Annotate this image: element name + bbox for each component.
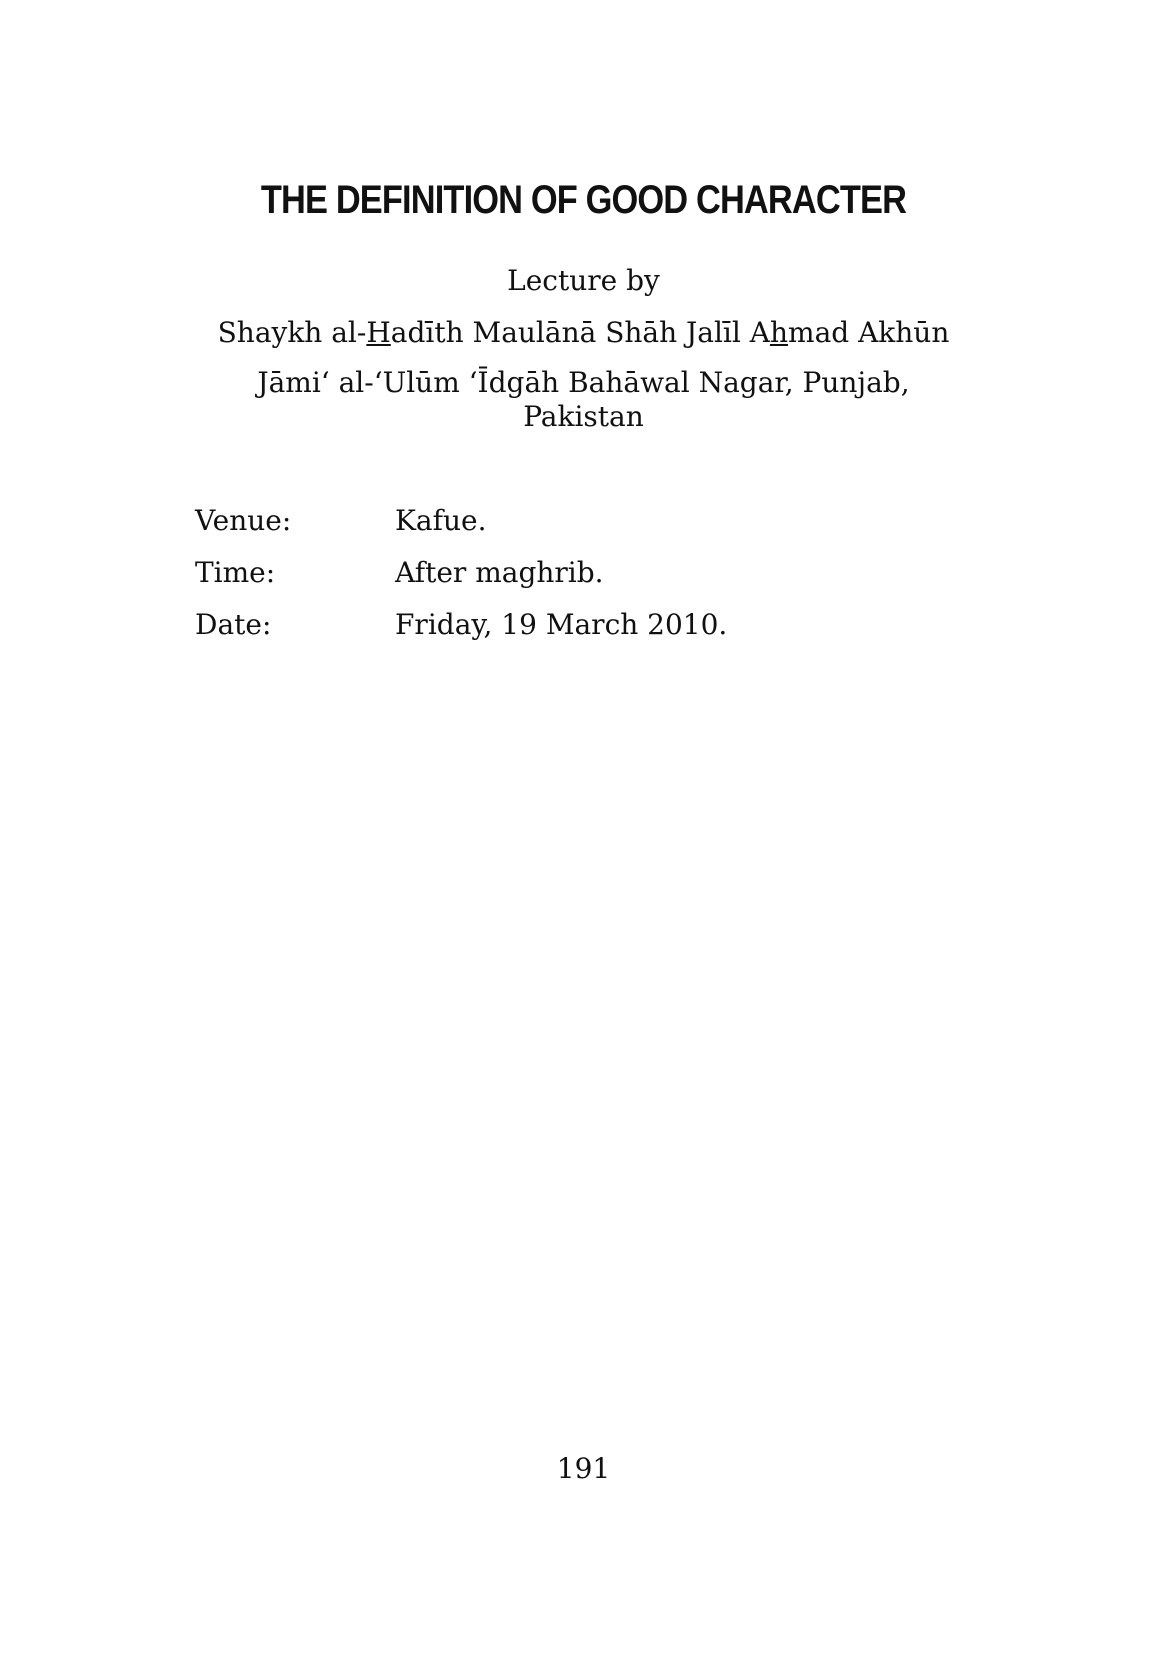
page-number: 191 xyxy=(556,1452,611,1485)
detail-row-date xyxy=(195,608,727,660)
author-name-middle: adīth Maulānā Shāh Jalīl A xyxy=(390,316,770,349)
date-value: Friday, 19 March 2010. xyxy=(395,608,728,641)
lecture-details xyxy=(195,504,727,660)
time-label: Time: xyxy=(195,556,276,589)
author-name-suffix: mad Akhūn xyxy=(788,316,950,349)
detail-row-venue xyxy=(195,504,727,556)
author-name-underlined-h2: h xyxy=(769,316,789,349)
author-name-prefix: Shaykh al- xyxy=(217,316,367,349)
venue-value: Kafue. xyxy=(395,504,487,537)
author-name xyxy=(0,316,1167,350)
institution-block xyxy=(0,366,1167,434)
detail-row-time xyxy=(195,556,727,608)
institution-name: Jāmi‘ al-‘Ulūm ‘Īdgāh Bahāwal Nagar, Punjab, Pakistan xyxy=(257,366,910,433)
lecture-by-text: Lecture by xyxy=(507,264,660,297)
time-value: After maghrib. xyxy=(395,556,604,589)
author-name-underlined-h1: H xyxy=(366,316,391,349)
page-title: THE DEFINITION OF GOOD CHARACTER xyxy=(260,178,907,222)
venue-label: Venue: xyxy=(195,504,292,537)
date-label: Date: xyxy=(195,608,272,641)
